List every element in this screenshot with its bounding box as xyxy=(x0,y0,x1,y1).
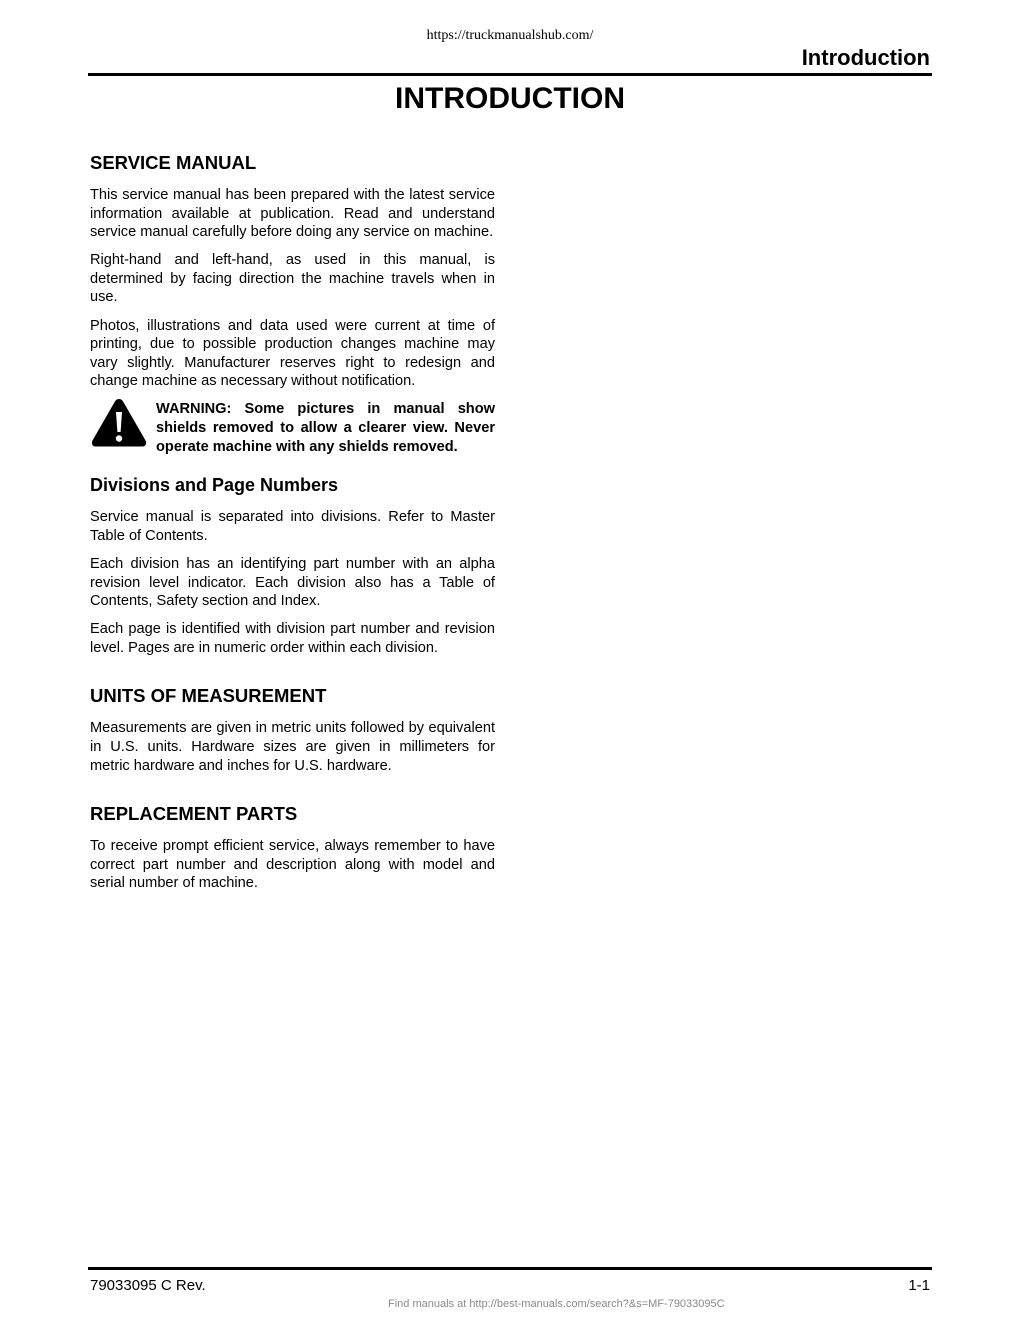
service-manual-paragraph-2: Right-hand and left-hand, as used in this manual, is determined by facing direction the machine travels when in use. xyxy=(90,252,495,306)
warning-triangle-icon xyxy=(90,397,148,449)
divisions-heading: Divisions and Page Numbers xyxy=(90,475,339,496)
service-manual-paragraph-1: This service manual has been prepared with the latest service information available at publication. Read and understand service manual carefully before doing any service on machine. xyxy=(90,187,495,241)
section-label: Introduction xyxy=(801,45,930,70)
page-title: INTRODUCTION xyxy=(395,82,625,115)
service-manual-heading: SERVICE MANUAL xyxy=(90,152,257,173)
service-manual-paragraph-3: Photos, illustrations and data used were current at time of printing, due to possible production changes machine may vary slightly. Manufacturer reserves right to redesign and change machine as necessary without notification. xyxy=(90,317,495,390)
divisions-paragraph-2: Each division has an identifying part number with an alpha revision level indicator. Each division also has a Table of Contents, Safety section and Index. xyxy=(90,555,495,610)
units-paragraph-1: Measurements are given in metric units followed by equivalent in U.S. units. Hardware sizes are given in millimeters for metric hardware and inches for U.S. hardware. xyxy=(90,720,495,774)
replacement-paragraph-1: To receive prompt efficient service, always remember to have correct part number and description along with model and serial number of machine. xyxy=(90,838,495,892)
content-column xyxy=(90,150,495,902)
warning-block xyxy=(90,400,495,456)
units-heading: UNITS OF MEASUREMENT xyxy=(90,685,327,707)
divisions-paragraph-1: Service manual is separated into divisions. Refer to Master Table of Contents. xyxy=(90,509,495,544)
header-rule xyxy=(88,73,932,76)
footer-rule xyxy=(88,1267,932,1270)
warning-text: WARNING: Some pictures in manual show shields removed to allow a clearer view. Never operate machine with any shields removed. xyxy=(156,401,495,455)
footer-url[interactable]: Find manuals at http://best-manuals.com/search?&s=MF-79033095C xyxy=(388,1298,725,1310)
header-url: https://truckmanualshub.com/ xyxy=(426,28,594,43)
document-number: 79033095 C Rev. xyxy=(90,1277,206,1294)
divisions-paragraph-3: Each page is identified with division part number and revision level. Pages are in numeric order within each division. xyxy=(90,621,495,656)
page-number: 1-1 xyxy=(908,1277,930,1294)
replacement-heading: REPLACEMENT PARTS xyxy=(90,803,298,825)
